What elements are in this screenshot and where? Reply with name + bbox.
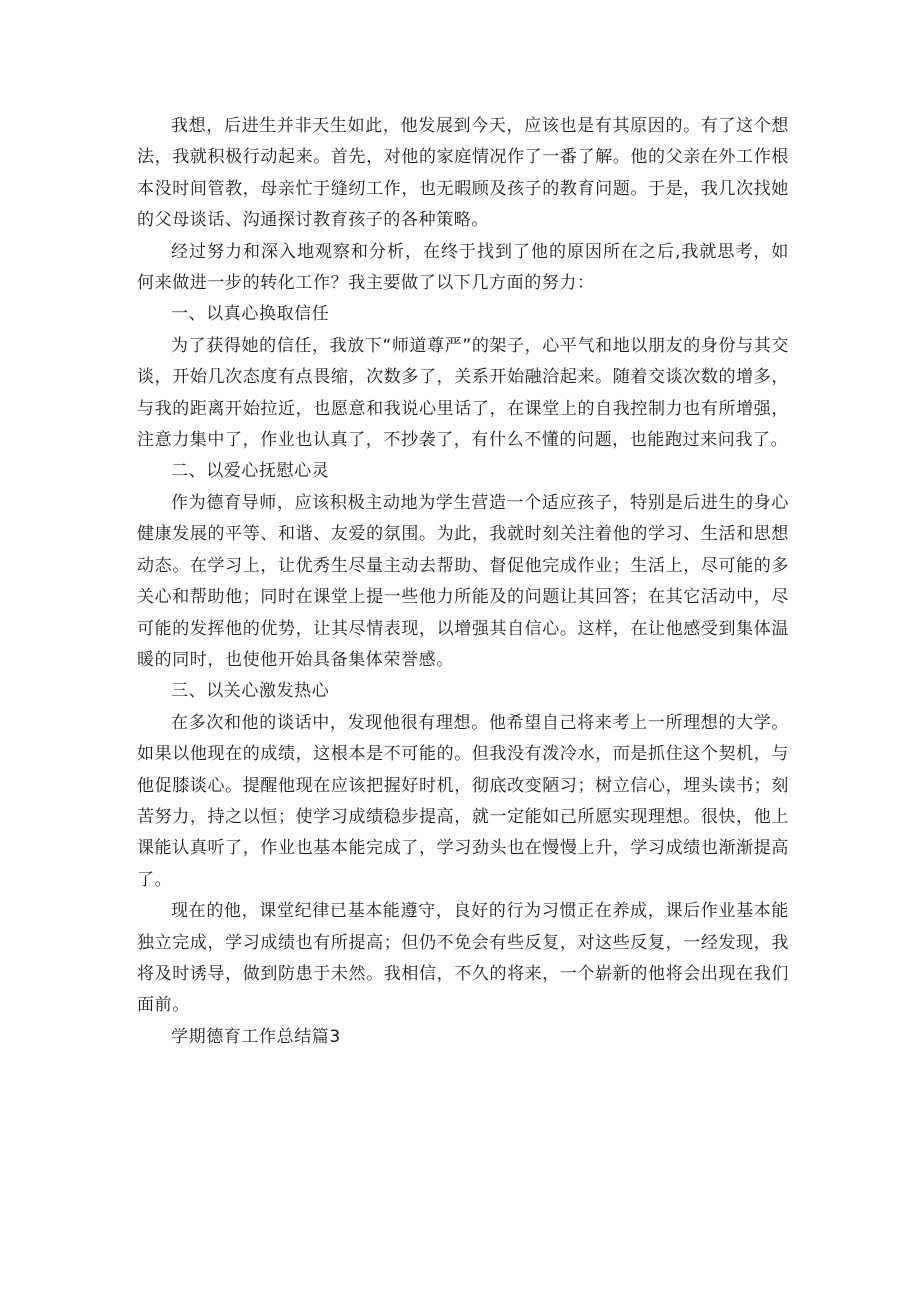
paragraph-transformation-intro: 经过努力和深入地观察和分析，在终于找到了他的原因所在之后,我就思考，如何来做进一步的转化工作？我主要做了以下几方面的努力： bbox=[137, 241, 789, 294]
section-heading-trust: 一、以真心换取信任 bbox=[171, 304, 330, 325]
document-body bbox=[137, 111, 789, 1053]
paragraph-love: 作为德育导师，应该积极主动地为学生营造一个适应孩子，特别是后进生的身心健康发展的平等、和谐、友爱的氛围。为此，我就时刻关注着他的学习、生活和思想动态。在学习上，让优秀生尽量主动去帮助、督促他完成作业；生活上，尽可能的多关心和帮助他；同时在课堂上提一些他力所能及的问题让其回答；在其它活动中，尽可能的发挥他的优势，让其尽情表现，以增强其自信心。这样，在让他感受到集体温暖的同时，也使他开始具备集体荣誉感。 bbox=[137, 492, 789, 670]
section-heading-care: 三、以关心激发热心 bbox=[171, 681, 330, 702]
paragraph-care: 在多次和他的谈话中，发现他很有理想。他希望自己将来考上一所理想的大学。如果以他现在的成绩，这根本是不可能的。但我没有泼冷水，而是抓住这个契机，与他促膝谈心。提醒他现在应该把握好时机，彻底改变陋习；树立信心，埋头读书；刻苦努力，持之以恒；使学习成绩稳步提高，就一定能如己所愿实现理想。很快，他上课能认真听了，作业也基本能完成了，学习劲头也在慢慢上升，学习成绩也渐渐提高了。 bbox=[137, 712, 789, 890]
paragraph-family-investigation: 我想，后进生并非天生如此，他发展到今天，应该也是有其原因的。有了这个想法，我就积极行动起来。首先，对他的家庭情况作了一番了解。他的父亲在外工作根本没时间管教，母亲忙于缝纫工作，也无暇顾及孩子的教育问题。于是，我几次找她的父母谈话、沟通探讨教育孩子的各种策略。 bbox=[137, 116, 789, 231]
paragraph-current-state: 现在的他，课堂纪律已基本能遵守，良好的行为习惯正在养成，课后作业基本能独立完成，学习成绩也有所提高；但仍不免会有些反复，对这些反复，一经发现，我将及时诱导，做到防患于未然。我相信，不久的将来，一个崭新的他将会出现在我们面前。 bbox=[137, 901, 789, 1016]
section-heading-love: 二、以爱心抚慰心灵 bbox=[171, 461, 330, 482]
paragraph-trust: 为了获得她的信任，我放下“师道尊严”的架子，心平气和地以朋友的身份与其交谈，开始几次态度有点畏缩，次数多了，关系开始融洽起来。随着交谈次数的增多，与我的距离开始拉近，也愿意和我说心里话了，在课堂上的自我控制力也有所增强，注意力集中了，作业也认真了，不抄袭了，有什么不懂的问题，也能跑过来问我了。 bbox=[137, 335, 789, 451]
next-article-title: 学期德育工作总结篇3 bbox=[171, 1026, 341, 1047]
